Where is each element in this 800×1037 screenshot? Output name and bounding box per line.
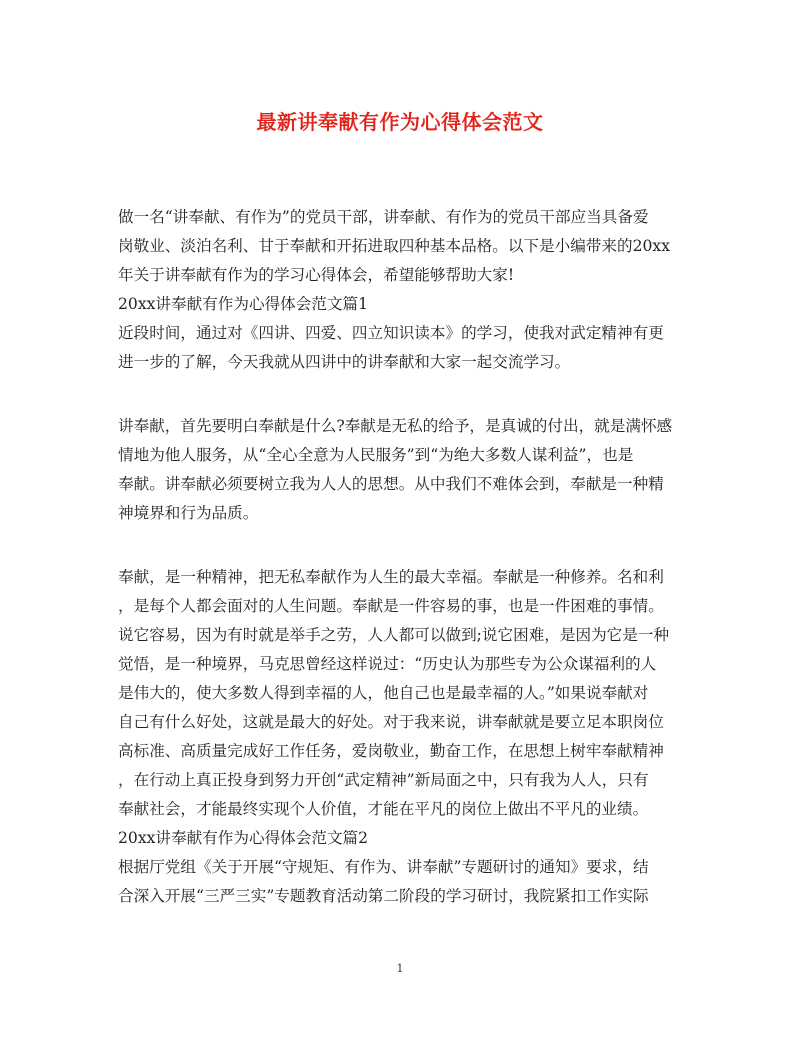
text-line: 年关于讲奉献有作为的学习心得体会，希望能够帮助大家!	[118, 266, 515, 284]
text-line: 说它容易，因为有时就是举手之劳，人人都可以做到;说它困难，是因为它是一种	[118, 626, 670, 644]
text-line: ，是每个人都会面对的人生问题。奉献是一件容易的事，也是一件困难的事情。	[118, 597, 664, 615]
text-line: 近段时间，通过对《四讲、四爱、四立知识读本》的学习，使我对武定精神有更	[118, 324, 664, 342]
section-heading: 20xx讲奉献有作为心得体会范文篇2	[118, 829, 369, 847]
text-line: 合深入开展“三严三实”专题教育活动第二阶段的学习研讨，我院紧扣工作实际	[118, 887, 649, 905]
text-line: 奉献社会，才能最终实现个人价值，才能在平凡的岗位上做出不平凡的业绩。	[118, 800, 649, 818]
text-line: 神境界和行为品质。	[118, 504, 259, 522]
text-line: 情地为他人服务，从“全心全意为人民服务”到“为绝大多数人谋利益”，也是	[118, 446, 634, 464]
text-line: 进一步的了解，今天我就从四讲中的讲奉献和大家一起交流学习。	[118, 353, 571, 371]
text-line: 做一名“讲奉献、有作为”的党员干部，讲奉献、有作为的党员干部应当具备爱	[118, 208, 649, 226]
text-line: ，在行动上真正投身到努力开创“武定精神”新局面之中，只有我为人人，只有	[118, 771, 649, 789]
section-heading: 20xx讲奉献有作为心得体会范文篇1	[118, 295, 369, 313]
text-line: 高标准、高质量完成好工作任务，爱岗敬业，勤奋工作，在思想上树牢奉献精神	[118, 742, 664, 760]
text-line: 觉悟，是一种境界，马克思曾经这样说过：“历史认为那些专为公众谋福利的人	[118, 655, 657, 673]
text-line: 讲奉献，首先要明白奉献是什么?奉献是无私的给予，是真诚的付出，就是满怀感	[118, 417, 673, 435]
text-line: 自己有什么好处，这就是最大的好处。对于我来说，讲奉献就是要立足本职岗位	[118, 713, 664, 731]
text-line: 是伟大的，使大多数人得到幸福的人，他自己也是最幸福的人。”如果说奉献对	[118, 684, 649, 702]
text-line: 奉献。讲奉献必须要树立我为人人的思想。从中我们不难体会到，奉献是一种精	[118, 475, 664, 493]
text-line: 根据厅党组《关于开展“守规矩、有作为、讲奉献”专题研讨的通知》要求，结	[118, 858, 649, 876]
page-number: 1	[396, 962, 404, 975]
text-line: 岗敬业、淡泊名利、甘于奉献和开拓进取四种基本品格。以下是小编带来的20xx	[118, 237, 671, 255]
document-title: 最新讲奉献有作为心得体会范文	[256, 110, 544, 134]
text-line: 奉献，是一种精神，把无私奉献作为人生的最大幸福。奉献是一种修养。名和利	[118, 568, 664, 586]
